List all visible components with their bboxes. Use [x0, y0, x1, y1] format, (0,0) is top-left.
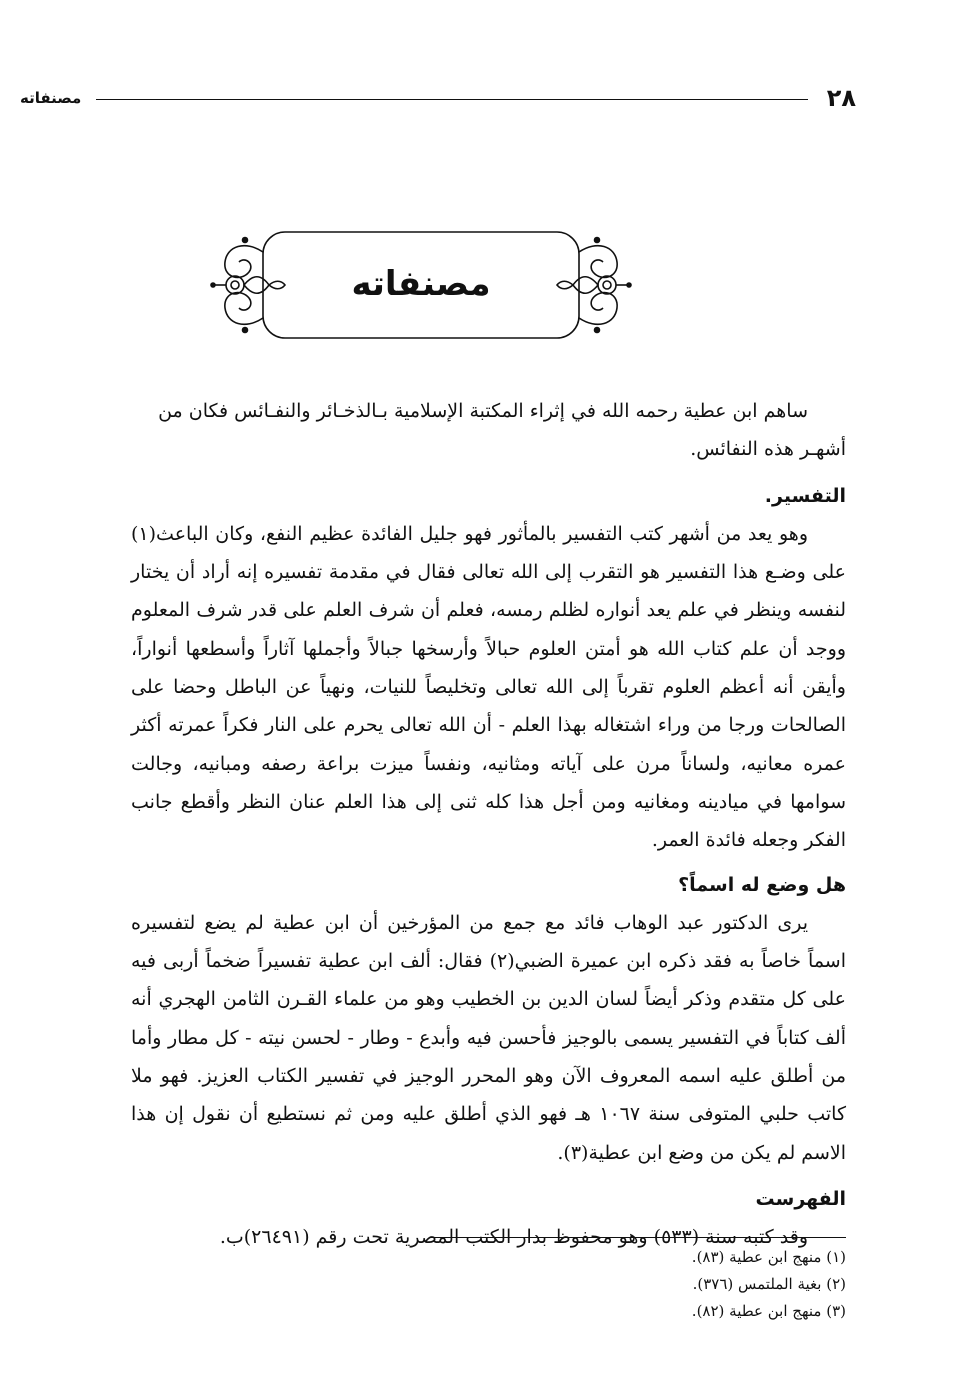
section-heading-tafsir: التفسير. [764, 484, 846, 507]
running-header [20, 82, 856, 114]
section-heading-index: الفهرست [755, 1187, 846, 1210]
intro-paragraph: ساهم ابن عطية رحمه الله في إثراء المكتبة الإسلامية بـالذخـائر والنفـائس فكان من أشهـر هذه النفائس. [158, 400, 846, 461]
header-rule [96, 99, 808, 100]
section-heading-naming: هل وضع له اسماً؟ [678, 873, 846, 896]
main-text [131, 392, 846, 1257]
footnotes [246, 1244, 846, 1325]
tafsir-paragraph: وهو يعد من أشهر كتب التفسير بالمأثور فهو جليل الفائدة عظيم النفع، وكان الباعث(١) على وضـع هذا التفسير هو التقرب إلى الله تعالى فقال في مقدمة تفسيره إنه أراد أن يختار لنفسه وينظر في علم يعد أنواره لظلم رمسه، فعلم أن شرف العلم على قدر شرف المعلوم ووجد أن علم كتاب الله هو أمتن العلوم حبالاً وأرسخها جبالاً وأجملها آثاراً وأسطعها أنواراً، وأيقن أنه أعظم العلوم تقرباً إلى الله تعالى وتخليصاً للنيات، ونهياً عن الباطل وحضا على الصالحات ورجا من وراء اشتغاله بهذا العلم - أن الله تعالى يحرم على النار فكراً عمرته أكثر عمره معانيه، ولساناً مرن على آياته ومثانيه، ونفساً ميزت براعة رصفه ومبانيه، وجالت سوامها في ميادينه ومغانيه ومن أجل هذا كله ثنى إلى هذا العلم عنان النظر وأقطع جانب الفكر وجعله فائدة العمر. [131, 522, 846, 852]
running-title: مصنفاته [20, 89, 82, 107]
footnote-item: (٢) بغية الملتمس (٣٧٦). [692, 1275, 846, 1293]
footnote-item: (١) منهج ابن عطية (٨٣). [691, 1248, 846, 1266]
footnote-separator [430, 1237, 846, 1238]
chapter-title: مصنفاته [351, 264, 491, 304]
naming-paragraph: يرى الدكتور عبد الوهاب فائد مع جمع من المؤرخين أن ابن عطية لم يضع لتفسيره اسماً خاصاً به فقد ذكره ابن عميرة الضبي(٢) فقال: ألف ابن عطية تفسيراً ضخماً أربى فيه على كل متقدم وذكر أيضاً لسان الدين بن الخطيب وهو من علماء القـرن الثامن الهجري أنه ألف كتاباً في التفسير يسمى بالوجيز فأحسن فيه وأبدع - وطار - لحسن نيته - كل مطار وأما من أطلق عليه اسمه المعروف الآن وهو المحرر الوجيز في تفسير الكتاب العزيز. فهو ملا كاتب حلبي المتوفى سنة ١٠٦٧ هـ فهو الذي أطلق عليه ومن ثم نستطيع أن نقول إن هذا الاسم لم يكن من وضع ابن عطية(٣). [131, 911, 847, 1164]
page-number: ٢٨ [826, 84, 856, 112]
index-paragraph: وقد كتبه سنة (٥٣٣) وهو محفوظ بدار الكتب المصرية تحت رقم (٢٦٤٩١)ب. [219, 1226, 808, 1249]
chapter-title-frame [205, 222, 637, 348]
footnote-item: (٣) منهج ابن عطية (٨٢). [691, 1302, 846, 1320]
